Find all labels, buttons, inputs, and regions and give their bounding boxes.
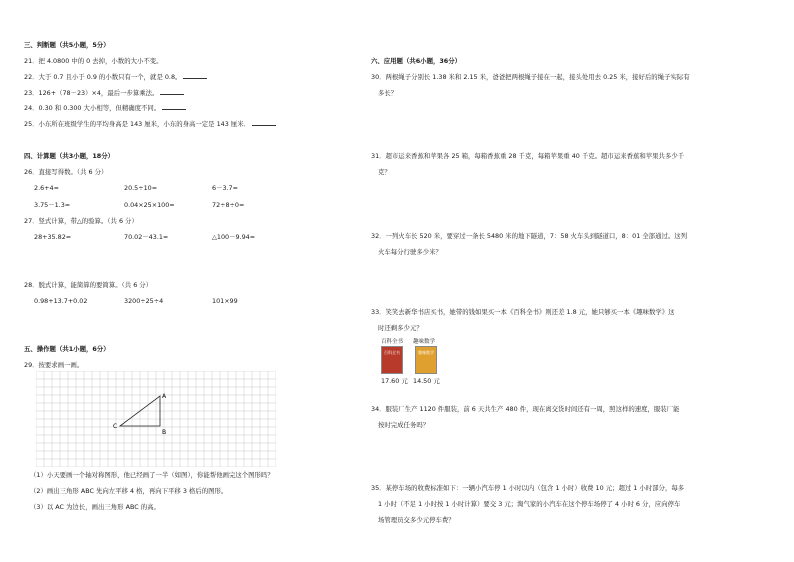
question-24: 24．0.30 和 0.300 大小相等，但精确度不同。 xyxy=(24,104,186,112)
question-32-cont: 火车每分行驶多少米？ xyxy=(378,248,442,256)
question-29: 29．按要求画一画。 xyxy=(24,361,84,369)
q26-item-5: 0.04×25×100= xyxy=(124,201,175,209)
question-34: 34．服装厂生产 1120 件服装，前 6 天共生产 480 件，现在离交货时间还有一周，照这样的速度，服装厂能 xyxy=(371,405,680,413)
q28-item-2: 3200÷25÷4 xyxy=(124,297,164,305)
q26-item-6: 72÷8÷0= xyxy=(212,201,245,209)
question-35-cont: 1 小时（不足 1 小时按 1 小时计算）要交 3 元；淘气家的小汽车在这个停车场停了 4 小时 6 分，应向停车 xyxy=(378,500,681,508)
question-31-cont: 克？ xyxy=(378,168,391,176)
q28-item-1: 0.98+13.7+0.02 xyxy=(34,297,88,305)
vertex-c-label: C xyxy=(113,423,118,430)
section-4-title: 四、计算题（共3小题，18分） xyxy=(24,152,115,160)
question-26: 26．直接写得数。（共 6 分） xyxy=(24,168,108,176)
book2-price: 14.50 元 xyxy=(413,377,440,385)
section-6-title: 六、应用题（共6小题，36分） xyxy=(371,57,462,65)
grid-figure xyxy=(36,371,276,467)
question-21: 21．把 4.0800 中的 0 去掉，小数的大小不变。 xyxy=(24,57,163,65)
section-3-title: 三、判断题（共5小题，5分） xyxy=(24,41,110,49)
question-35-cont-2: 场管理员交多少元停车费？ xyxy=(378,516,455,524)
question-22: 22．大于 0.7 且小于 0.9 的小数只有一个，就是 0.8。 xyxy=(24,73,207,81)
question-33-cont: 时还剩多少元？ xyxy=(378,324,423,332)
question-35: 35．某停车场的收费标准如下：一辆小汽车停 1 小时以内（包含 1 小时）收费 10 元；超过 1 小时部分，每多 xyxy=(371,484,685,492)
q26-item-2: 20.5÷10= xyxy=(124,184,158,192)
book2-cover: 趣味数学 xyxy=(415,346,437,374)
question-28: 28．脱式计算，能简算的要简算。（共 6 分） xyxy=(24,281,153,289)
question-23: 23．126+（78－23）×4，最后一步算乘法。 xyxy=(24,89,184,97)
q27-item-1: 28+35.82= xyxy=(34,233,72,241)
q29-part-3: （3）以 AC 为边长，画出三角形 ABC 的高。 xyxy=(30,503,160,511)
question-27: 27．竖式计算，带△的验算。（共 6 分） xyxy=(24,217,138,225)
q29-part-2: （2）画出三角形 ABC 先向左平移 4 格，再向下平移 3 格后的图形。 xyxy=(30,487,228,495)
q26-item-1: 2.6+4= xyxy=(34,184,59,192)
vertex-b-label: B xyxy=(162,429,167,436)
book1-price: 17.60 元 xyxy=(381,377,408,385)
q28-item-3: 101×99 xyxy=(212,297,238,305)
q26-item-3: 6－3.7= xyxy=(212,184,238,192)
q27-item-2: 70.02－43.1= xyxy=(124,233,169,241)
book1-label: 百科全书 xyxy=(381,339,404,345)
q26-item-4: 3.75－1.3= xyxy=(34,201,71,209)
question-30-cont: 多长？ xyxy=(378,89,398,97)
section-5-title: 五、操作题（共1小题，6分） xyxy=(24,345,110,353)
q27-item-3: △100－9.94= xyxy=(212,233,256,241)
question-32: 32．一列火车长 520 米，要穿过一条长 5480 米的地下隧道，7：58 火车头到隧道口，8：01 全部通过。这列 xyxy=(371,232,688,240)
question-34-cont: 按时完成任务吗？ xyxy=(378,421,430,429)
q29-part-1: （1）小天要画一个轴对称图形，他已经画了一半（如图），你能帮他画完这个图形吗？ xyxy=(30,471,274,479)
question-31: 31．超市运来香蕉和苹果各 25 箱，每箱香蕉重 28 千克，每箱苹果重 40 千克。超市运来香蕉和苹果共多少千 xyxy=(371,152,685,160)
book2-label: 趣味数学 xyxy=(413,339,436,345)
book1-cover: 百科全书 xyxy=(381,346,403,374)
vertex-a-label: A xyxy=(162,393,167,400)
question-30: 30．两根绳子分别长 1.38 米和 2.15 米，爸爸把两根绳子接在一起，接头处用去 0.25 米，接好后的绳子实际有 xyxy=(371,73,690,81)
question-25: 25．小东所在班级学生的平均身高是 143 厘米，小东的身高一定是 143 厘米． xyxy=(24,120,276,128)
question-33: 33．笑笑去新华书店买书，她带的钱如果买一本《百科全书》则还差 1.8 元，她只够买一本《趣味数学》这 xyxy=(371,308,675,316)
